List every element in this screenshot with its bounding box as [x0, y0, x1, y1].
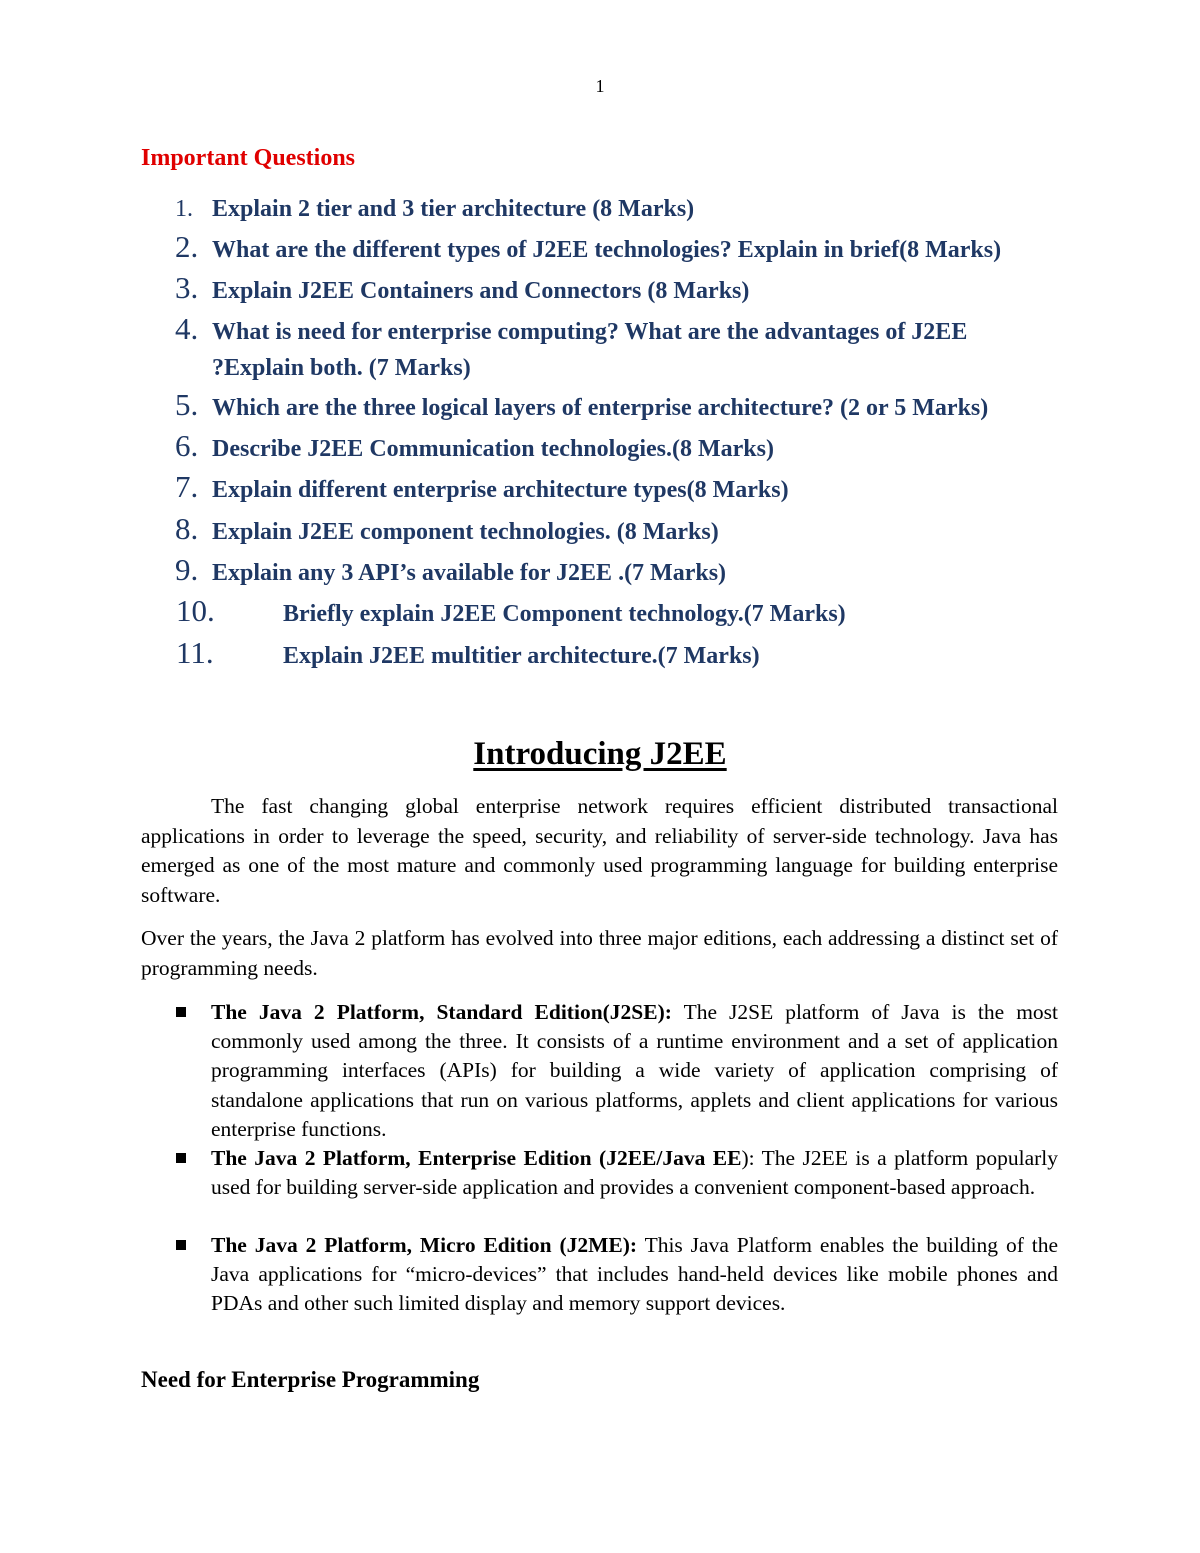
question-number: 10.: [176, 593, 215, 628]
question-text: Describe J2EE Communication technologies.(8 Marks): [212, 436, 774, 462]
question-text: What is need for enterprise computing? What are the advantages of J2EE: [212, 319, 968, 345]
edition-item-j2se: [211, 998, 1058, 1144]
question-text: Explain J2EE Containers and Connectors (8 Marks): [212, 278, 750, 304]
question-text-continued: ?Explain both. (7 Marks): [212, 355, 471, 381]
main-title: Introducing J2EE: [473, 736, 727, 772]
question-text: Explain J2EE component technologies. (8 Marks): [212, 519, 719, 545]
edition-description: The J2SE platform of Java is the most commonly used among the three. It consists of a runtime environment and a set of application programming interfaces (APIs) for building a wide variety of application comprising of standalone applications that run on various platforms, applets and client applications for various enterprise functions.: [211, 1000, 1059, 1141]
question-text: What are the different types of J2EE technologies? Explain in brief(8 Marks): [212, 237, 1002, 263]
bullet-square-icon: [176, 1007, 186, 1017]
question-number: 3.: [175, 270, 199, 305]
question-number: 6.: [175, 428, 199, 463]
question-number: 5.: [175, 387, 199, 422]
edition-title: The Java 2 Platform, Micro Edition (J2ME):: [211, 1233, 638, 1257]
edition-description: This Java Platform enables the building of the Java applications for “micro-devices” that includes hand-held devices like mobile phones and PDAs and other such limited display and memory support devices.: [211, 1233, 1058, 1316]
page-number: 1: [595, 76, 605, 96]
intro-paragraph: The fast changing global enterprise network requires efficient distributed transactional applications in order to leverage the speed, security, and reliability of server-side technology. Java has emerged as one of the most mature and commonly used programming language for building enterprise software.: [141, 794, 1058, 907]
question-text: Briefly explain J2EE Component technology.(7 Marks): [283, 601, 846, 627]
question-number: 11.: [176, 635, 214, 670]
editions-paragraph: Over the years, the Java 2 platform has evolved into three major editions, each addressing a distinct set of programming needs.: [141, 926, 1058, 980]
question-text: Explain any 3 API’s available for J2EE .(7 Marks): [212, 560, 727, 586]
important-questions-heading: Important Questions: [141, 145, 356, 171]
bullet-square-icon: [176, 1153, 186, 1163]
question-text: Explain different enterprise architecture types(8 Marks): [212, 477, 789, 503]
question-text: Explain 2 tier and 3 tier architecture (8 Marks): [212, 196, 695, 222]
edition-item-j2ee: [211, 1144, 1058, 1202]
question-text: Which are the three logical layers of enterprise architecture? (2 or 5 Marks): [212, 395, 989, 421]
question-number: 4.: [175, 311, 199, 346]
question-text: Explain J2EE multitier architecture.(7 Marks): [283, 643, 760, 669]
question-number: 2.: [175, 229, 199, 264]
question-number: 9.: [175, 552, 199, 587]
question-number: 8.: [175, 511, 199, 546]
question-number: 7.: [175, 469, 199, 504]
need-for-enterprise-programming-heading: Need for Enterprise Programming: [141, 1367, 480, 1392]
edition-item-j2me: [211, 1231, 1058, 1319]
edition-title: The Java 2 Platform, Standard Edition(J2SE):: [211, 1000, 672, 1024]
edition-title: The Java 2 Platform, Enterprise Edition (J2EE/Java EE: [211, 1146, 742, 1170]
question-number: 1.: [175, 196, 193, 222]
questions-list: [0, 0, 1200, 700]
bullet-square-icon: [176, 1240, 186, 1250]
edition-description: ): The J2EE is a platform popularly used for building server-side application and provides a convenient component-based approach.: [211, 1146, 1059, 1200]
